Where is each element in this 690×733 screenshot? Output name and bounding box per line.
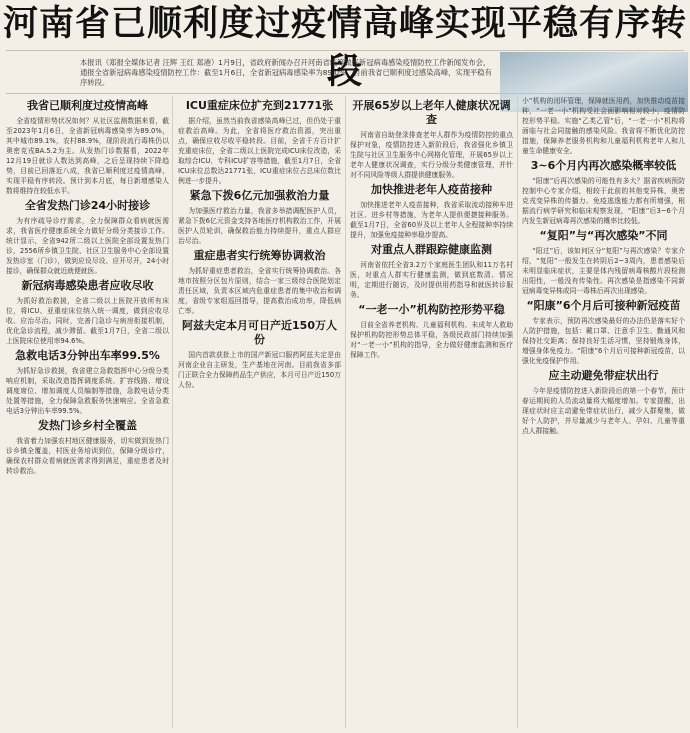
column-4 [522,96,685,732]
headline: 河南省已顺利度过疫情高峰实现平稳有序转段 [2,4,687,92]
section-body: 为加强医疗救治力量，我省多举措调配医护人员，紧急下拨6亿元资金支持各地医疗机构救治工作，开展医护人员轮训，确保救治能力持续提升，重点人群应治尽治。 [178,207,341,245]
section-heading: 3~6个月内再次感染概率较低 [530,159,677,172]
section-body: 河南省自助登录排查老年人群作为疫情防控的重点保护对象，疫情防控进入新阶段后，我省强化乡镇卫生院与社区卫生服务中心网格化管理，开展65岁以上老年人健康状况调查，实行分级分类健康管理，并针对不同风险等级人群提供健康服务。 [350,131,513,179]
section-body: “阳康”后再次感染的可能性有多大？据省疾病预防控制中心专家介绍，相较于此前的其他变异株，奥密克戎变异株的传播力、免疫逃逸能力都有所增强，根据流行病学研究和临床观察发现，“阳康”后3~6个月内发生新冠病毒再次感染的概率比较低。 [522,177,685,225]
section-body: 为抓好重症患者救治，全省实行统筹协调救治。各地市按照分区包片原则，结合一家三级综合医院划定责任区域，负责本区域内危重症患者的集中收治和调度，省级专家组巡回指导，提高救治成功率，降低病亡率。 [178,267,341,315]
section-body: 全省疫情形势状况如何？从社区监测数据来看，截至2023年1月6日，全省新冠病毒感染率为89.0%，其中城市89.1%，农村88.9%，现阶段流行毒株仍以奥密克戎BA.5.2为主。从发热门诊数据看，2022年12月19日就诊人数达到高峰，之后呈现持续下降趋势，目前已回落近八成，我省已顺利度过疫情高峰，实现平稳有序转段。预计到本月底，每日新增感染人数将维持在较低水平。 [6,117,169,195]
column-divider [345,96,346,728]
section-heading: ICU重症床位扩充到21771张 [185,99,334,112]
section-heading: “复阳”与“再次感染”不同 [539,229,668,242]
section-body: 加快推进老年人疫苗接种，我省采取流动接种车进社区、进乡村等措施，为老年人提供便捷接种服务。截至1月7日，全省60岁及以上老年人全程接种率持续提升，加强免疫接种率稳步提高。 [350,201,513,239]
section-body: 目前全省养老机构、儿童福利机构、未成年人救助保护机构防控形势总体平稳，各级民政部门持续加强对“一老一小”机构的指导，全力做好健康监测和医疗保障工作。 [350,321,513,359]
section-heading: 开展65岁以上老年人健康状况调查 [352,99,511,126]
section-body: 为抓好救治救援，全省二级以上医院开放所有床位，将ICU、亚重症床位纳入统一调度，做到应收尽收、应治尽治。同时，完善门急诊与病房衔接机制，优化急诊流程，减少滞留。截至1月7日，全省二级以上医院床位使用率94.6%。 [6,297,169,345]
section-body: 为抓好急诊救援，我省建立急救指挥中心分级分类响应机制，采取改造指挥调度系统、扩容线路、增设调度席位、增加调度人员编制等措施，急救电话分类处置等措施，全力保障急救服务快速响应。全省急救电话3分钟出车率99.5%。 [6,367,169,415]
column-divider [172,96,173,728]
section-body: 国内首款获批上市的国产新冠口服药阿兹夫定是由河南企业自主研发，生产基地在河南。目前我省多部门正联合全力保障药品生产供应，本月可日产近150万人份。 [178,351,341,389]
section-body: 今年是疫情防控进入新阶段后的第一个春节，预计春运期间的人员流动量将大幅度增加。专家提醒，出现症状时应主动避免带症状出行，减少人群聚集，做好个人防护，并尽量减少与老年人、孕妇、儿童等重点人群接触。 [522,387,685,435]
headline-divider [6,50,684,51]
section-heading: 急救电话3分钟出车率99.5% [15,349,160,362]
section-heading: 新冠病毒感染患者应收尽收 [21,279,154,292]
section-body: 为有序疏导诊疗需求，全力保障群众看病就医需求，我省医疗健康系统全力做好分级分类接诊工作。统计显示，全省942所二级以上医院全部设置发热门诊，2556所乡镇卫生院、社区卫生服务中心全部设置发热诊室（门诊），做到应设尽设、应开尽开，24小时接诊，确保群众就近就便就医。 [6,217,169,275]
lead-paragraph: 本报讯（郑报全媒体记者 汪辉 王红 郑港）1月9日，省政府新闻办召开河南省统筹做好新冠病毒感染疫情防控工作新闻发布会，通报全省新冠病毒感染疫情防控工作：截至1月6日，全省新冠病毒感染率为89.0%，目前我省已顺利度过感染高峰，实现平稳有序转段。 [80,58,492,87]
section-body: 河南省依托全省3.2万个家庭医生团队和11万名村医，对重点人群实行健康监测，做到底数清、情况明，定期进行随访，及时提供用药指导和就医转诊服务。 [350,261,513,299]
section-heading: 应主动避免带症状出行 [548,369,659,382]
section-heading: 全省发热门诊24小时接诊 [24,199,151,212]
section-heading: 紧急下拨6亿元加强救治力量 [189,189,330,202]
section-heading: 对重点人群跟踪健康监测 [371,243,492,256]
section-heading: 阿兹夫定本月可日产近150万人份 [182,319,337,346]
column-2 [178,96,341,732]
lead-divider [6,93,684,94]
section-heading: 发热门诊乡村全覆盖 [38,419,137,432]
section-body: 我省着力加强农村地区健康服务，切实做到发热门诊乡镇全覆盖，村医业务培训到位，保障分级诊疗，确保农村群众看病就医需求得到满足，重症患者及时转诊救治。 [6,437,169,475]
section-heading: 加快推进老年人疫苗接种 [371,183,492,196]
section-heading: 重症患者实行统筹协调救治 [193,249,326,262]
section-heading: 我省已顺利度过疫情高峰 [27,99,148,112]
section-body: 专家表示，预防再次感染最好的办法仍是落实好个人防护措施，包括：戴口罩、注意手卫生、勤通风和保持社交距离；保持良好生活习惯，坚持锻炼身体，增强身体免疫力。“阳康”6个月后可接种新冠疫苗，以强化免疫保护作用。 [522,317,685,365]
column-1 [6,96,169,732]
section-body: “阳过”后，该如何区分“复阳”与再次感染？专家介绍，“复阳”一般发生在转阴后2~3周内，患者感染后未明显临床症状，主要是体内残留病毒核酸片段检测出阳性，一般没有传染性。再次感染是指感染不同新冠病毒变异株或同一毒株后再次出现感染。 [522,247,685,295]
section-heading: “阳康”6个月后可接种新冠疫苗 [526,299,681,312]
lead-area [0,52,690,92]
section-body: 小”机构的闭环管理，保障就医用药，加快推动疫苗接种，“一老一小”机构受社会面影响相对较小，疫情防控形势平稳。实施“乙类乙管”后，“一老一小”机构将面临与社会同接触的感染风险。我省将不断优化防控措施，保障养老服务机构和儿童福利机构老年人和儿童生命健康安全。 [522,97,685,155]
section-heading: “一老一小”机构防控形势平稳 [358,303,505,316]
section-body: 据介绍，虽然当前我省感染高峰已过，但仍处于重症救治高峰。为此，全省将医疗救治资源，突出重点，确保应收尽收平稳转段。目前，全省千方百计扩充重症床位，全省二级以上医院完成ICU床位改造，采取综合ICU、专科ICU扩容等措施，截至1月7日，全省ICU床位总数达21771张，ICU重症床位占总床位数比例进一步提升。 [178,117,341,185]
column-3 [350,96,513,732]
column-divider [517,96,518,728]
